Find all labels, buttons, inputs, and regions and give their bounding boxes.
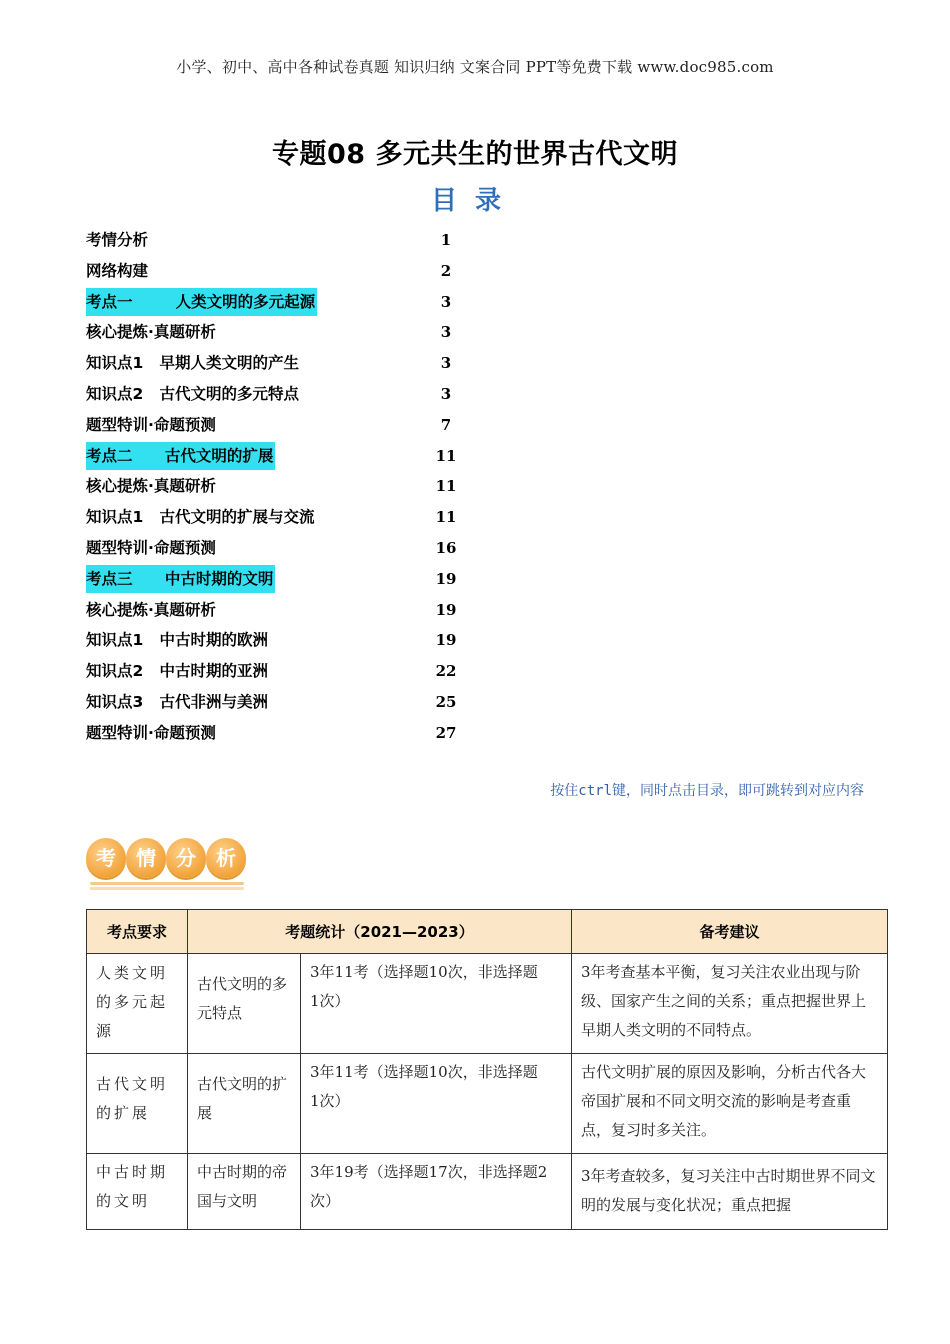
cell-topic: 中古时期的文明 — [87, 1154, 188, 1230]
toc-entry-page[interactable]: 19 — [435, 631, 457, 650]
toc-entry[interactable] — [86, 657, 486, 688]
toc-entry-page[interactable]: 11 — [435, 508, 457, 527]
toc-entry-page[interactable]: 22 — [435, 662, 457, 681]
toc-entry-page[interactable]: 3 — [440, 354, 452, 373]
table-of-contents — [86, 226, 486, 750]
toc-heading: 目录 — [430, 186, 519, 216]
badge-underline — [90, 887, 244, 890]
toc-entry-label[interactable]: 知识点2 古代文明的多元特点 — [86, 384, 299, 403]
toc-entry-label[interactable]: 知识点1 中古时期的欧洲 — [86, 631, 268, 650]
toc-entry-page[interactable]: 16 — [435, 538, 457, 557]
header-stats: 考题统计（2021—2023） — [188, 910, 572, 954]
toc-entry-page[interactable]: 11 — [435, 477, 457, 496]
toc-entry[interactable] — [86, 719, 486, 750]
toc-entry-page[interactable]: 19 — [435, 600, 457, 619]
toc-entry[interactable] — [86, 257, 486, 288]
toc-entry-label[interactable]: 题型特训·命题预测 — [86, 415, 216, 434]
exam-statistics-table — [86, 909, 888, 1230]
toc-entry-page[interactable]: 1 — [440, 231, 452, 249]
navigation-hint: 按住ctrl键，同时点击目录，即可跳转到对应内容 — [550, 783, 864, 799]
cell-subtopic: 古代文明的扩展 — [188, 1054, 301, 1154]
table-row — [87, 1154, 888, 1230]
toc-entry-label[interactable]: 核心提炼·真题研析 — [86, 323, 216, 342]
toc-entry[interactable] — [86, 534, 486, 565]
toc-entry-page[interactable]: 7 — [440, 415, 452, 434]
toc-entry-page[interactable]: 11 — [435, 446, 457, 465]
toc-entry-page[interactable]: 19 — [435, 569, 457, 588]
cell-subtopic: 中古时期的帝国与文明 — [188, 1154, 301, 1230]
toc-entry-page[interactable]: 3 — [440, 384, 452, 403]
badge-char: 考 — [86, 838, 126, 878]
badge-char: 析 — [206, 838, 246, 878]
toc-entry[interactable] — [86, 226, 486, 257]
toc-entry[interactable] — [86, 503, 486, 534]
toc-entry-label[interactable]: 知识点1 古代文明的扩展与交流 — [86, 508, 315, 527]
header-advice: 备考建议 — [572, 910, 888, 954]
toc-entry[interactable] — [86, 626, 486, 657]
toc-entry-label[interactable]: 知识点3 古代非洲与美洲 — [86, 692, 268, 711]
toc-entry-label[interactable]: 考点二 古代文明的扩展 — [86, 442, 275, 470]
toc-entry[interactable] — [86, 349, 486, 380]
cell-advice: 3年考查较多，复习关注中古时期世界不同文明的发展与变化状况；重点把握 — [572, 1154, 888, 1230]
toc-entry-label[interactable]: 核心提炼·真题研析 — [86, 600, 216, 619]
toc-entry-page[interactable]: 3 — [440, 323, 452, 342]
toc-entry[interactable] — [86, 318, 486, 349]
table-row — [87, 1054, 888, 1154]
toc-entry-label[interactable]: 核心提炼·真题研析 — [86, 477, 216, 496]
toc-entry[interactable] — [86, 288, 486, 319]
toc-entry-label[interactable]: 题型特训·命题预测 — [86, 723, 216, 742]
toc-entry-label[interactable]: 考点三 中古时期的文明 — [86, 565, 275, 593]
cell-advice: 3年考查基本平衡，复习关注农业出现与阶级、国家产生之间的关系；重点把握世界上早期人类文明的不同特点。 — [572, 954, 888, 1054]
cell-topic: 人类文明的多元起源 — [87, 954, 188, 1054]
table-header-row — [87, 910, 888, 954]
toc-entry-page[interactable]: 2 — [440, 261, 452, 280]
toc-entry-page[interactable]: 3 — [440, 292, 452, 311]
badge-char: 分 — [166, 838, 206, 878]
toc-entry-page[interactable]: 27 — [435, 723, 457, 742]
toc-entry-label[interactable]: 网络构建 — [86, 261, 149, 280]
toc-entry-label[interactable]: 知识点2 中古时期的亚洲 — [86, 662, 268, 681]
toc-entry[interactable] — [86, 472, 486, 503]
toc-entry[interactable] — [86, 688, 486, 719]
toc-entry[interactable] — [86, 411, 486, 442]
header-topic: 考点要求 — [87, 910, 188, 954]
toc-entry-label[interactable]: 考情分析 — [86, 231, 149, 249]
toc-entry-label[interactable]: 考点一 人类文明的多元起源 — [86, 288, 317, 316]
badge-underline — [90, 882, 244, 885]
document-title: 专题08 多元共生的世界古代文明 — [272, 139, 678, 170]
cell-stats: 3年11考（选择题10次，非选择题1次） — [301, 1054, 572, 1154]
cell-topic: 古代文明的扩展 — [87, 1054, 188, 1154]
cell-subtopic: 古代文明的多元特点 — [188, 954, 301, 1054]
toc-entry[interactable] — [86, 565, 486, 596]
page-header: 小学、初中、高中各种试卷真题 知识归纳 文案合同 PPT等免费下载 www.doc985.com — [176, 58, 774, 76]
toc-entry[interactable] — [86, 442, 486, 473]
cell-advice: 古代文明扩展的原因及影响，分析古代各大帝国扩展和不同文明交流的影响是考查重点，复习时多关注。 — [572, 1054, 888, 1154]
table-row — [87, 954, 888, 1054]
badge-char: 情 — [126, 838, 166, 878]
toc-entry-label[interactable]: 知识点1 早期人类文明的产生 — [86, 354, 299, 373]
toc-entry-page[interactable]: 25 — [435, 692, 457, 711]
toc-entry[interactable] — [86, 596, 486, 627]
cell-stats: 3年19考（选择题17次，非选择题2次） — [301, 1154, 572, 1230]
toc-entry[interactable] — [86, 380, 486, 411]
cell-stats: 3年11考（选择题10次，非选择题1次） — [301, 954, 572, 1054]
toc-entry-label[interactable]: 题型特训·命题预测 — [86, 538, 216, 557]
